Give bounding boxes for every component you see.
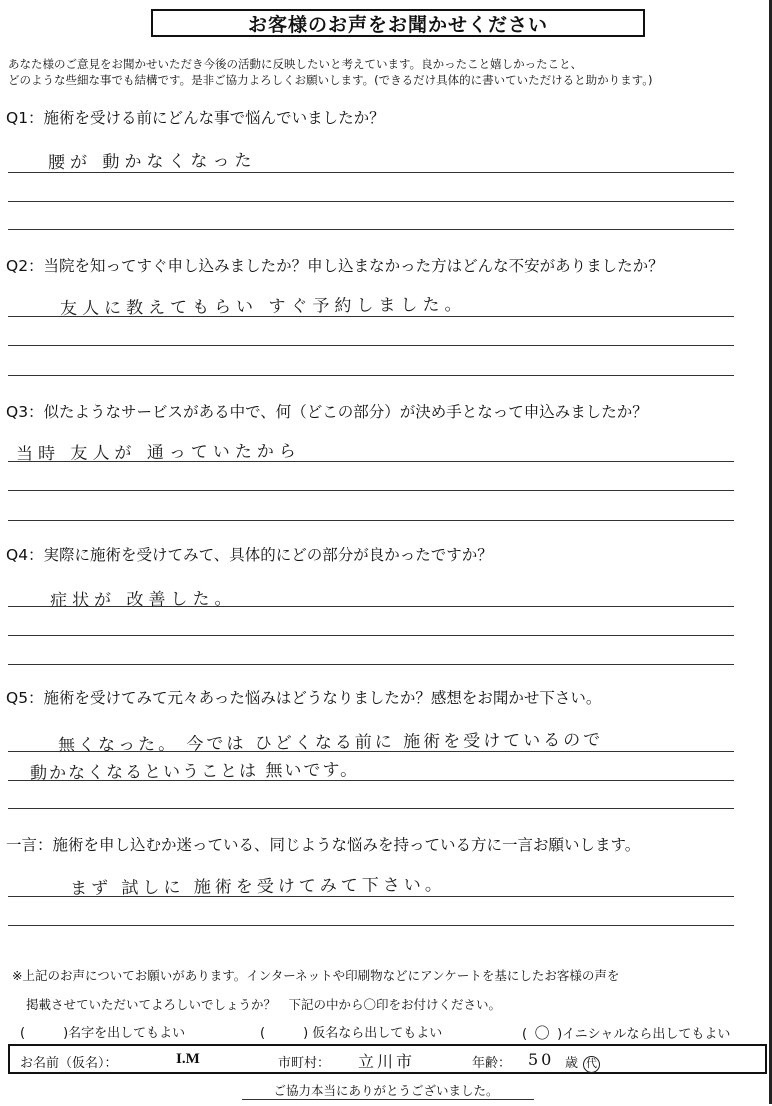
answer-rule bbox=[8, 925, 734, 926]
answer-rule bbox=[8, 606, 734, 607]
option-label: )イニシャルなら出してもよい bbox=[557, 1027, 731, 1042]
question-one-word: 一言：施術を申し込むか迷っている、同じような悩みを持っている方に一言お願いします。 bbox=[6, 836, 641, 854]
page-title bbox=[151, 9, 645, 37]
intro-text bbox=[8, 56, 768, 88]
name-label: お名前（仮名）： bbox=[20, 1056, 118, 1071]
thanks-message: ご協力本当にありがとうございました。 bbox=[273, 1083, 499, 1098]
answer-rule bbox=[8, 375, 734, 376]
answer-rule bbox=[8, 172, 734, 173]
age-unit: 歳 bbox=[565, 1056, 579, 1071]
question-1: Q1：施術を受ける前にどんな事で悩んでいましたか？ bbox=[6, 109, 385, 127]
thanks-underline bbox=[242, 1099, 534, 1100]
question-2: Q2：当院を知ってすぐ申し込みましたか？申し込まなかった方はどんな不安がありましたか？ bbox=[6, 257, 664, 275]
answer-rule bbox=[8, 808, 734, 809]
answer-rule bbox=[8, 461, 734, 462]
intro-line: あなた様のご意見をお聞かせいただき今後の活動に反映したいと考えています。良かったこと嬉しかったこと、 bbox=[8, 57, 583, 71]
answer-2-line-1: 友人に教えてもらい すぐ予約しました。 bbox=[59, 294, 467, 320]
option-paren: ( bbox=[522, 1027, 528, 1042]
option-paren: ( bbox=[260, 1026, 266, 1041]
answer-1-line-1: 腰が 動かなくなった bbox=[47, 150, 257, 174]
answer-rule bbox=[8, 201, 734, 202]
answer-rule bbox=[8, 490, 734, 491]
answer-rule bbox=[8, 316, 734, 317]
publication-notice-line: ※上記のお声についてお願いがあります。インターネットや印刷物などにアンケートを基にしたお客様の声を bbox=[12, 968, 620, 983]
answer-one-word-line-1: まず 試しに 施術を受けてみて下さい。 bbox=[69, 875, 446, 899]
answer-rule bbox=[8, 635, 734, 636]
city-label: 市町村： bbox=[278, 1056, 331, 1071]
option-pseudonym[interactable] bbox=[260, 1022, 442, 1041]
answer-4-line-1: 症状が 改善した。 bbox=[49, 589, 237, 611]
respondent-info-box bbox=[8, 1044, 767, 1074]
city-value: 立川市 bbox=[358, 1052, 416, 1071]
answer-rule bbox=[8, 751, 734, 752]
age-label: 年齢： bbox=[472, 1056, 512, 1071]
question-3: Q3：似たようなサービスがある中で、何（どこの部分）が決め手となって申込みましたか？ bbox=[6, 403, 648, 421]
age-value: 50 bbox=[528, 1050, 555, 1069]
publication-notice-line: 掲載させていただいてよろしいでしょうか？ 下記の中から〇印をお付けください。 bbox=[26, 997, 502, 1012]
answer-rule bbox=[8, 520, 734, 521]
age-suffix: 代 bbox=[583, 1056, 600, 1073]
answer-3-line-1: 当時 友人が 通っていたから bbox=[15, 441, 301, 465]
option-initials[interactable] bbox=[522, 1022, 730, 1043]
question-4: Q4：実際に施術を受けてみて、具体的にどの部分が良かったですか？ bbox=[6, 546, 493, 564]
option-mark-circle: 〇 bbox=[534, 1024, 550, 1042]
answer-5-line-1: 無くなった。 今では ひどくなる前に 施術を受けているので bbox=[57, 730, 604, 756]
answer-5-line-2: 動かなくなるということは 無いです。 bbox=[29, 760, 360, 784]
answer-rule bbox=[8, 229, 734, 230]
intro-line: どのような些細な事でも結構です。是非ご協力よろしくお願いします。(できるだけ具体的に書いていただけると助かります。) bbox=[8, 73, 653, 87]
answer-rule bbox=[8, 345, 734, 346]
option-surname[interactable] bbox=[20, 1022, 185, 1041]
answer-rule bbox=[8, 780, 734, 781]
option-label: ) 仮名なら出してもよい bbox=[303, 1026, 443, 1041]
answer-rule bbox=[8, 664, 734, 665]
question-5: Q5：施術を受けてみて元々あった悩みはどうなりましたか？感想をお聞かせ下さい。 bbox=[6, 689, 602, 707]
name-value: I.M bbox=[176, 1051, 200, 1067]
option-label: )名字を出してもよい bbox=[63, 1026, 186, 1041]
page-title-text: お客様のお声をお聞かせください bbox=[247, 13, 548, 36]
option-paren: ( bbox=[20, 1026, 26, 1041]
answer-rule bbox=[8, 896, 734, 897]
